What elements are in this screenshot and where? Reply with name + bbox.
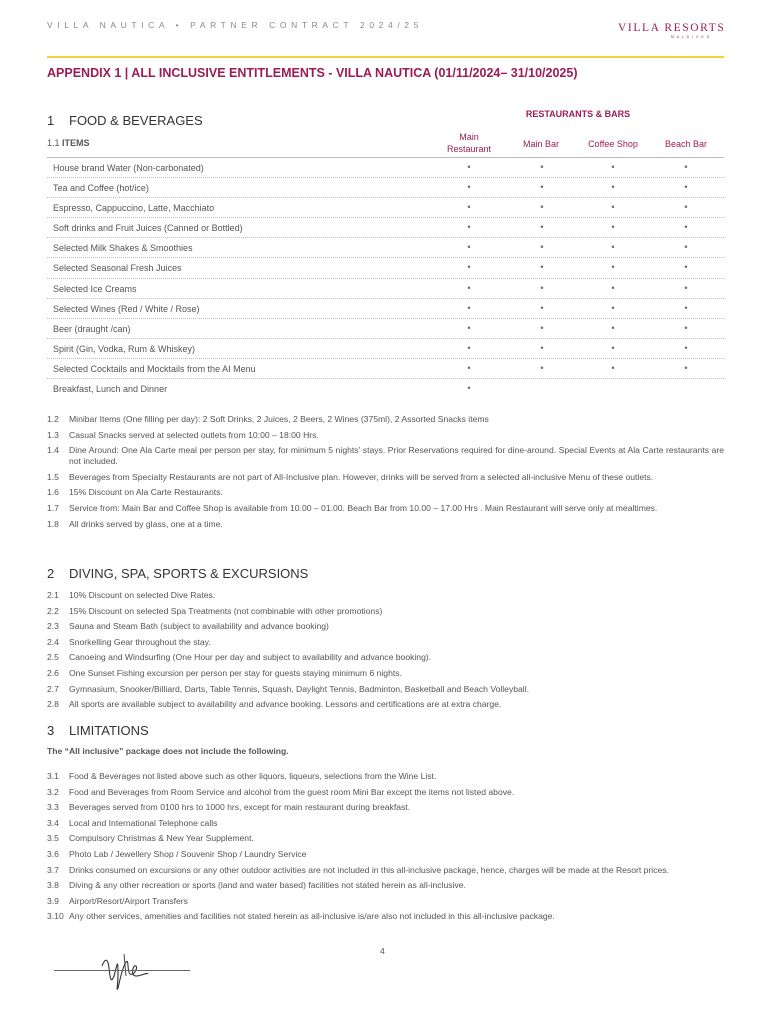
section-number: 2 [47, 566, 55, 581]
table-row [47, 218, 724, 238]
included-dot: • [684, 302, 688, 313]
included-dot: • [611, 342, 615, 353]
included-dot: • [611, 282, 615, 293]
item-name: Selected Cocktails and Mocktails from the AI Menu [53, 363, 256, 374]
section-title: LIMITATIONS [69, 723, 149, 738]
item-name: Breakfast, Lunch and Dinner [53, 384, 168, 395]
clause-number: 1.4 [47, 445, 59, 456]
item-name: Spirit (Gin, Vodka, Rum & Whiskey) [53, 343, 196, 354]
included-dot: • [540, 222, 544, 233]
column-header-main-bar: Main Bar [522, 139, 559, 149]
clause-number: 1.3 [47, 429, 59, 440]
included-dot: • [540, 362, 544, 373]
clause [47, 818, 724, 829]
included-dot: • [611, 222, 615, 233]
clause-number: 3.2 [47, 786, 59, 797]
clause-number: 3.9 [47, 895, 59, 906]
table-row [47, 258, 724, 278]
clause-text: Diving & any other recreation or sports (land and water based) facilities not stated herein as all-inclusive. [69, 880, 466, 891]
clause-text: Any other services, amenities and facilities not stated herein as all-inclusive is/are also not included in this all-inclusive package. [69, 911, 555, 922]
table-row [47, 158, 724, 178]
included-dot: • [467, 362, 471, 373]
clause-number: 1.5 [47, 471, 59, 482]
entitlements-table [47, 158, 724, 399]
item-name: Selected Milk Shakes & Smoothies [53, 243, 193, 254]
section-2-notes [47, 590, 724, 715]
clause [47, 590, 724, 601]
clause [47, 414, 724, 425]
included-dot: • [684, 242, 688, 253]
included-dot: • [467, 322, 471, 333]
section-1-heading [47, 113, 203, 128]
clause [47, 652, 724, 663]
table-row [47, 178, 724, 198]
table-row [47, 359, 724, 379]
clause-number: 3.3 [47, 802, 59, 813]
item-name: Selected Ice Creams [53, 283, 137, 294]
clause [47, 472, 724, 483]
clause-text: Casual Snacks served at selected outlets from 10:00 – 18:00 Hrs. [69, 429, 319, 440]
column-header-line: Main [459, 132, 479, 142]
included-dot: • [684, 182, 688, 193]
table-row [47, 339, 724, 359]
clause-text: Beverages served from 0100 hrs to 1000 hrs, except for main restaurant during breakfast. [69, 802, 411, 813]
included-dot: • [467, 242, 471, 253]
clause-text: Airport/Resort/Airport Transfers [69, 895, 188, 906]
clause [47, 896, 724, 907]
clause-text: 10% Discount on selected Dive Rates. [69, 590, 216, 600]
included-dot: • [684, 322, 688, 333]
table-row [47, 238, 724, 258]
villa-resorts-logo [618, 22, 724, 39]
clause-number: 2.2 [47, 605, 59, 616]
table-row [47, 299, 724, 319]
restaurants-bars-label: RESTAURANTS & BARS [525, 109, 631, 119]
clause-number: 3.1 [47, 771, 59, 781]
clause-text: Minibar Items (One filling per day): 2 Soft Drinks, 2 Juices, 2 Beers, 2 Wines (375ml), 2 Assorted Snacks items [69, 414, 489, 424]
included-dot: • [611, 182, 615, 193]
clause-number: 3.5 [47, 833, 59, 844]
clause [47, 519, 724, 530]
included-dot: • [684, 222, 688, 233]
items-heading: ITEMS [62, 138, 90, 148]
clause-text: 15% Discount on selected Spa Treatments (not combinable with other promotions) [69, 605, 383, 616]
clause-number: 2.1 [47, 590, 59, 600]
clause-number: 2.5 [47, 652, 59, 663]
clause-text: Sauna and Steam Bath (subject to availability and advance booking) [69, 621, 329, 632]
included-dot: • [540, 302, 544, 313]
included-dot: • [540, 322, 544, 333]
clause-number: 1.6 [47, 487, 59, 498]
logo-wordmark: VILLA RESORTS [618, 22, 726, 34]
included-dot: • [684, 162, 688, 172]
table-row [47, 379, 724, 399]
included-dot: • [467, 162, 471, 172]
clause-text: All sports are available subject to availability and advance booking. Lessons and certifications are at extra charge. [69, 699, 502, 710]
appendix-title: APPENDIX 1 | ALL INCLUSIVE ENTITLEMENTS - VILLA NAUTICA (01/11/2024– 31/10/2025) [47, 66, 578, 80]
page-number: 4 [380, 946, 385, 956]
clause [47, 849, 724, 860]
item-name: Selected Wines (Red / White / Rose) [53, 303, 200, 314]
clause [47, 802, 724, 813]
column-header-beach-bar: Beach Bar [664, 139, 708, 149]
clause-text: Gymnasium, Snooker/Billiard, Darts, Table Tennis, Squash, Daylight Tennis, Badminton, Basketball and Beach Volleyball. [69, 683, 530, 694]
included-dot: • [611, 302, 615, 313]
clause-number: 2.3 [47, 621, 59, 632]
included-dot: • [467, 302, 471, 313]
section-title: FOOD & BEVERAGES [69, 113, 203, 128]
clause-number: 2.7 [47, 683, 59, 694]
included-dot: • [540, 242, 544, 253]
clause-text: Photo Lab / Jewellery Shop / Souvenir Shop / Laundry Service [69, 848, 307, 859]
clause [47, 606, 724, 617]
header-divider [47, 56, 724, 58]
items-label [47, 138, 90, 148]
clause-text: Food & Beverages not listed above such as other liquors, liqueurs, selections from the Wine List. [69, 771, 437, 781]
clause-text: Beverages from Specialty Restaurants are not part of All-Inclusive plan. However, drinks will be served from a selected all-inclusive Menu of these outlets. [69, 471, 654, 482]
included-dot: • [684, 342, 688, 353]
included-dot: • [467, 182, 471, 193]
table-row [47, 319, 724, 339]
item-name: Selected Seasonal Fresh Juices [53, 263, 182, 274]
section-number: 1 [47, 113, 55, 128]
clause [47, 487, 724, 498]
clause-number: 3.4 [47, 817, 59, 828]
included-dot: • [684, 262, 688, 273]
item-name: House brand Water (Non-carbonated) [53, 163, 204, 173]
clause-text: Canoeing and Windsurfing (One Hour per day and subject to availability and advance booking). [69, 652, 432, 663]
clause [47, 699, 724, 710]
item-name: Soft drinks and Fruit Juices (Canned or Bottled) [53, 223, 243, 234]
clause-text: All drinks served by glass, one at a time. [69, 518, 223, 529]
clause-number: 3.6 [47, 848, 59, 859]
included-dot: • [467, 262, 471, 273]
section-2-heading [47, 566, 308, 581]
column-header-coffee-shop: Coffee Shop [588, 139, 638, 149]
included-dot: • [540, 202, 544, 213]
section-1-notes [47, 414, 724, 534]
clause [47, 430, 724, 441]
clause-number: 1.8 [47, 518, 59, 529]
clause-text: Drinks consumed on excursions or any other outdoor activities are not included in this all-inclusive package, hence, charges will be made at the Resort prices. [69, 864, 669, 875]
clause [47, 880, 724, 891]
clause-number: 2.4 [47, 636, 59, 647]
included-dot: • [540, 162, 544, 172]
running-header: VILLA NAUTICA • PARTNER CONTRACT 2024/25 [47, 20, 423, 30]
section-number: 3 [47, 723, 55, 738]
table-row [47, 198, 724, 218]
included-dot: • [467, 342, 471, 353]
included-dot: • [540, 262, 544, 273]
included-dot: • [684, 282, 688, 293]
included-dot: • [467, 222, 471, 233]
clause-number: 3.8 [47, 880, 59, 891]
included-dot: • [684, 362, 688, 373]
clause [47, 865, 724, 876]
section-3-heading [47, 723, 149, 738]
clause-number: 2.6 [47, 667, 59, 678]
clause [47, 668, 724, 679]
item-name: Beer (draught /can) [53, 323, 131, 334]
included-dot: • [467, 202, 471, 213]
clause [47, 787, 724, 798]
clause-text: Snorkelling Gear throughout the stay. [69, 636, 211, 647]
column-header-main-restaurant [434, 131, 504, 155]
included-dot: • [684, 202, 688, 213]
included-dot: • [611, 162, 615, 172]
clause [47, 637, 724, 648]
included-dot: • [611, 322, 615, 333]
included-dot: • [611, 242, 615, 253]
clause-text: Food and Beverages from Room Service and alcohol from the guest room Mini Bar except the items not listed above. [69, 786, 515, 797]
included-dot: • [467, 282, 471, 293]
items-number: 1.1 [47, 138, 60, 148]
logo-subtext: M A L D I V E S [671, 35, 710, 39]
clause [47, 833, 724, 844]
item-name: Espresso, Cappuccino, Latte, Macchiato [53, 203, 215, 214]
clause-text: Compulsory Christmas & New Year Supplement. [69, 833, 254, 844]
included-dot: • [540, 182, 544, 193]
clause-number: 3.7 [47, 864, 59, 875]
clause-text: Service from: Main Bar and Coffee Shop is available from 10.00 – 01.00. Beach Bar from 10.00 – 17.00 Hrs . Main Restaurant will serve only at mealtimes. [69, 502, 658, 513]
clause [47, 503, 724, 514]
clause-number: 1.2 [47, 414, 59, 424]
clause [47, 621, 724, 632]
signature-image [96, 946, 156, 996]
clause-text: Dine Around: One Ala Carte meal per person per stay, for minimum 5 nights' stays. Prior Reservations required for dine-around. Special Events at Ala Carte restaurants are not included. [69, 445, 724, 467]
clause-text: Local and International Telephone calls [69, 817, 218, 828]
clause-text: One Sunset Fishing excursion per person per stay for guests staying minimum 6 nights. [69, 667, 402, 678]
section-title: DIVING, SPA, SPORTS & EXCURSIONS [69, 566, 309, 581]
included-dot: • [611, 362, 615, 373]
included-dot: • [611, 262, 615, 273]
clause-text: 15% Discount on Ala Carte Restaurants. [69, 487, 223, 498]
included-dot: • [611, 202, 615, 213]
column-header-line: Restaurant [446, 144, 492, 154]
clause-number: 1.7 [47, 502, 59, 513]
signature-line [54, 970, 190, 971]
section-3-notes [47, 771, 724, 927]
table-row [47, 279, 724, 299]
included-dot: • [540, 342, 544, 353]
included-dot: • [540, 282, 544, 293]
clause [47, 684, 724, 695]
included-dot: • [467, 383, 471, 394]
limitations-intro: The “All inclusive” package does not include the following. [47, 746, 289, 756]
clause-number: 2.8 [47, 699, 59, 710]
clause [47, 911, 724, 922]
item-name: Tea and Coffee (hot/ice) [53, 183, 149, 194]
clause [47, 445, 724, 467]
clause-number: 3.10 [47, 911, 64, 922]
clause [47, 771, 724, 782]
